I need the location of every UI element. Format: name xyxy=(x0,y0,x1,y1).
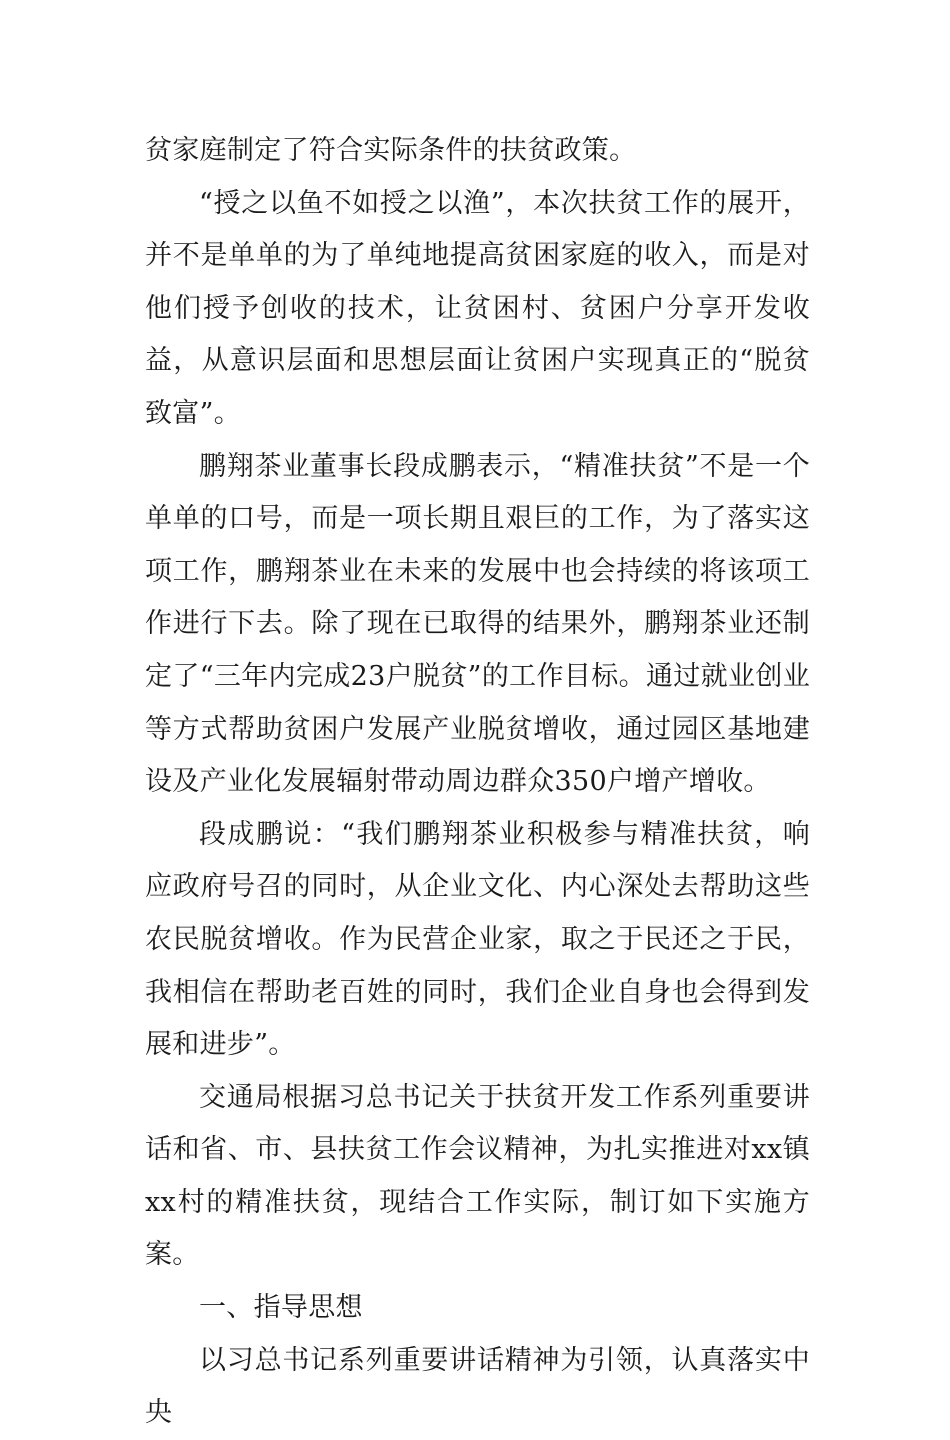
paragraph-continuation: 贫家庭制定了符合实际条件的扶贫政策。 xyxy=(145,135,637,166)
paragraph-guiding-ideology: 以习总书记系列重要讲话精神为引领，认真落实中央 xyxy=(145,1344,810,1429)
paragraph-chairman-statement: 鹏翔茶业董事长段成鹏表示，“精准扶贫”不是一个单单的口号，而是一项长期且艰巨的工作，为了落实这项工作，鹏翔茶业在未来的发展中也会持续的将该项工作进行下去。除了现在已取得的结果外，鹏翔茶业还制定了“三年内完成23户脱贫”的工作目标。通过就业创业等方式帮助贫困户发展产业脱贫增收，通过园区基地建设及产业化发展辐射带动周边群众350户增产增收。 xyxy=(145,450,810,798)
paragraph-teach-to-fish: “授之以鱼不如授之以渔”，本次扶贫工作的展开，并不是单单的为了单纯地提高贫困家庭的收入，而是对他们授予创收的技术，让贫困村、贫困户分享开发收益，从意识层面和思想层面让贫困户实现真正的“脱贫致富”。 xyxy=(145,187,810,429)
document-body xyxy=(145,125,810,1440)
paragraph-quote: 段成鹏说：“我们鹏翔茶业积极参与精准扶贫，响应政府号召的同时，从企业文化、内心深处去帮助这些农民脱贫增收。作为民营企业家，取之于民还之于民，我相信在帮助老百姓的同时，我们企业自身也会得到发展和进步”。 xyxy=(145,818,810,1061)
section-heading-guiding-ideology: 一、指导思想 xyxy=(199,1292,363,1324)
paragraph-transport-bureau: 交通局根据习总书记关于扶贫开发工作系列重要讲话和省、市、县扶贫工作会议精神，为扎实推进对xx镇xx村的精准扶贫，现结合工作实际，制订如下实施方案。 xyxy=(145,1081,810,1271)
